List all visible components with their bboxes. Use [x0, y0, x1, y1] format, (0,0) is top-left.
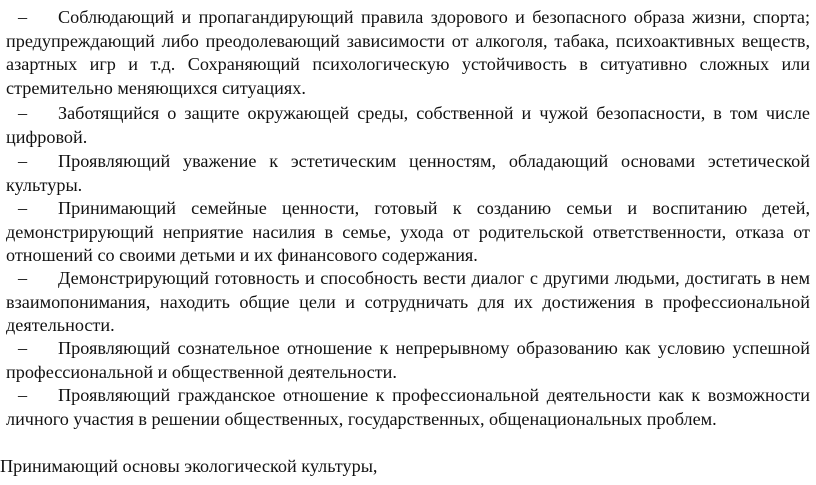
bullet-dash: –: [18, 338, 28, 358]
list-item-text: Принимающий семейные ценности, готовый к созданию семьи и воспитанию детей, демонстрирующий неприятие насилия в семье, ухода от родительской ответственности, отказа от отношений со своими детьми и их финансового содержания.: [6, 198, 810, 265]
bullet-dash: –: [18, 7, 28, 27]
bullet-dash: –: [18, 198, 28, 218]
list-item: [6, 150, 810, 197]
list-item-text: Демонстрирующий готовность и способность вести диалог с другими людьми, достигать в нем взаимопонимания, находить общие цели и сотрудничать для их достижения в профессиональной деятельности.: [6, 268, 810, 335]
list-item-text: Заботящийся о защите окружающей среды, собственной и чужой безопасности, в том числе цифровой.: [6, 103, 810, 147]
list-item-text: Проявляющий гражданское отношение к профессиональной деятельности как к возможности личного участия в решении общественных, государственных, общенациональных проблем.: [6, 385, 810, 429]
bullet-dash: –: [18, 151, 28, 171]
list-item: [6, 6, 810, 100]
bullet-dash: –: [18, 268, 28, 288]
list-item: [6, 102, 810, 149]
list-item-text: Соблюдающий и пропагандирующий правила здорового и безопасного образа жизни, спорта; предупреждающий либо преодолевающий зависимости от алкоголя, табака, психоактивных веществ, азартных игр и т.д. Сохраняющий психологическую устойчивость в ситуативно сложных или стремительно меняющихся ситуациях.: [6, 7, 810, 98]
bullet-dash: –: [18, 103, 28, 123]
list-item: [6, 337, 810, 384]
list-item: [6, 384, 810, 431]
list-item: [6, 197, 810, 268]
bullet-dash: –: [18, 385, 28, 405]
list-item-text: Проявляющий сознательное отношение к непрерывному образованию как условию успешной профессиональной и общественной деятельности.: [6, 338, 810, 382]
list-item: [6, 267, 810, 338]
trailing-paragraph: Принимающий основы экологической культуры,: [0, 456, 378, 476]
list-item-text: Проявляющий уважение к эстетическим ценностям, обладающий основами эстетической культуры.: [6, 151, 810, 195]
